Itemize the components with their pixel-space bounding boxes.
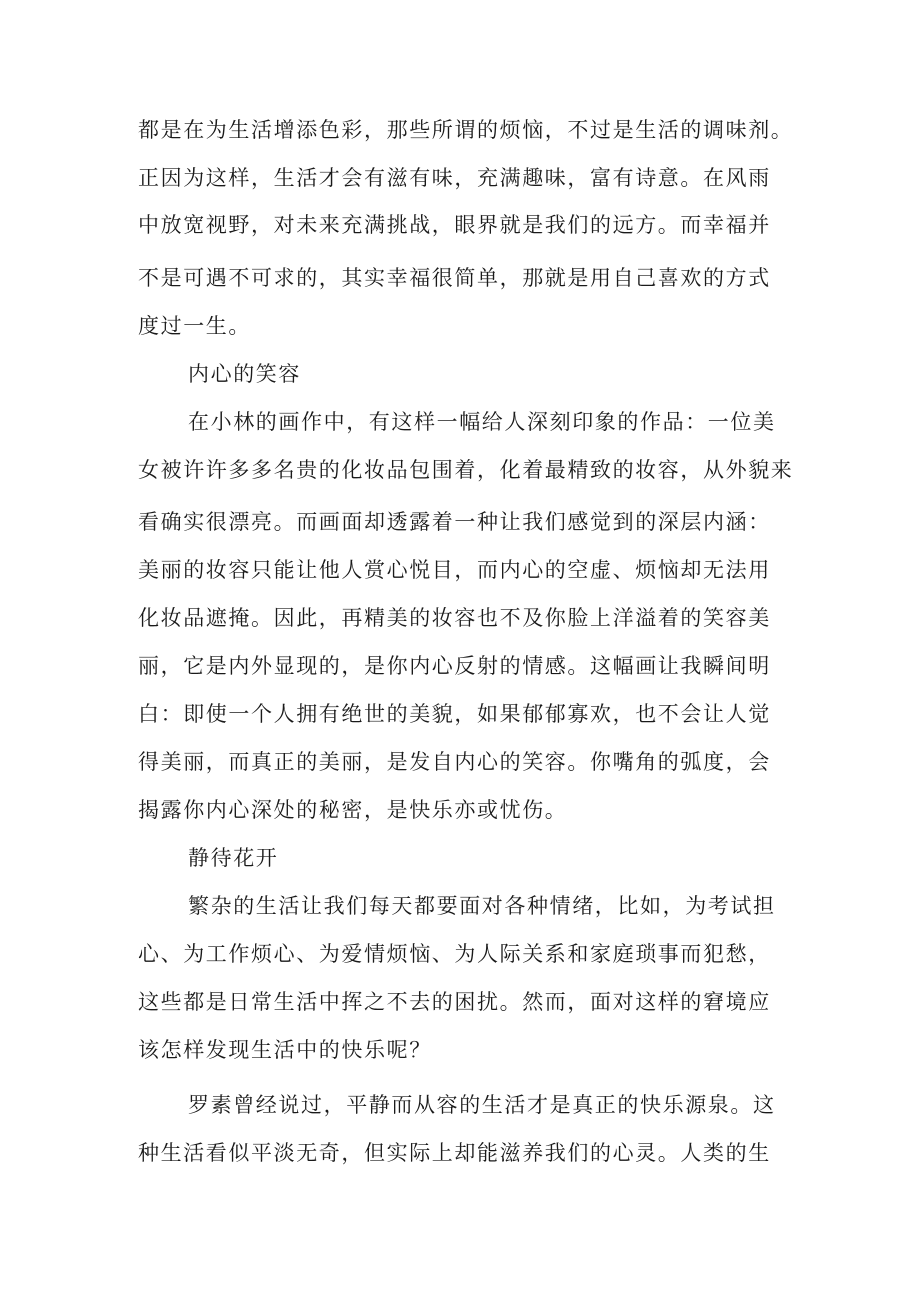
text-line-9: 看确实很漂亮。而画面却透露着一种让我们感觉到的深层内涵：: [138, 510, 771, 534]
section-heading-waiting-bloom: 静待花开: [188, 846, 279, 870]
text-line-13: 白：即使一个人拥有绝世的美貌，如果郁郁寡欢，也不会让人觉: [138, 702, 771, 726]
text-line-21: 罗素曾经说过，平静而从容的生活才是真正的快乐源泉。这: [188, 1093, 776, 1117]
text-line-15: 揭露你内心深处的秘密，是快乐亦或忧伤。: [138, 798, 568, 822]
text-line-1: 都是在为生活增添色彩，那些所谓的烦恼，不过是生活的调味剂。: [138, 118, 794, 142]
section-heading-inner-smile: 内心的笑容: [188, 362, 301, 386]
text-line-14: 得美丽，而真正的美丽，是发自内心的笑容。你嘴角的弧度，会: [138, 750, 771, 774]
text-line-5: 度过一生。: [138, 314, 251, 338]
text-line-11: 化妆品遮掩。因此，再精美的妆容也不及你脸上洋溢着的笑容美: [138, 606, 771, 630]
text-line-7: 在小林的画作中，有这样一幅给人深刻印象的作品：一位美: [188, 410, 776, 434]
text-line-17: 繁杂的生活让我们每天都要面对各种情绪，比如，为考试担: [188, 894, 776, 918]
text-line-8: 女被许许多多名贵的化妆品包围着，化着最精致的妆容，从外貌来: [138, 458, 794, 482]
text-line-18: 心、为工作烦心、为爱情烦恼、为人际关系和家庭琐事而犯愁，: [138, 942, 771, 966]
text-line-4: 不是可遇不可求的，其实幸福很简单，那就是用自己喜欢的方式: [138, 266, 771, 290]
text-line-12: 丽，它是内外显现的，是你内心反射的情感。这幅画让我瞬间明: [138, 654, 771, 678]
text-line-3: 中放宽视野，对未来充满挑战，眼界就是我们的远方。而幸福并: [138, 213, 771, 237]
text-line-20: 该怎样发现生活中的快乐呢？: [138, 1038, 432, 1062]
text-line-2: 正因为这样，生活才会有滋有味，充满趣味，富有诗意。在风雨: [138, 166, 771, 190]
text-line-19: 这些都是日常生活中挥之不去的困扰。然而，面对这样的窘境应: [138, 990, 771, 1014]
text-line-22: 种生活看似平淡无奇，但实际上却能滋养我们的心灵。人类的生: [138, 1141, 771, 1165]
text-line-10: 美丽的妆容只能让他人赏心悦目，而内心的空虚、烦恼却无法用: [138, 558, 771, 582]
